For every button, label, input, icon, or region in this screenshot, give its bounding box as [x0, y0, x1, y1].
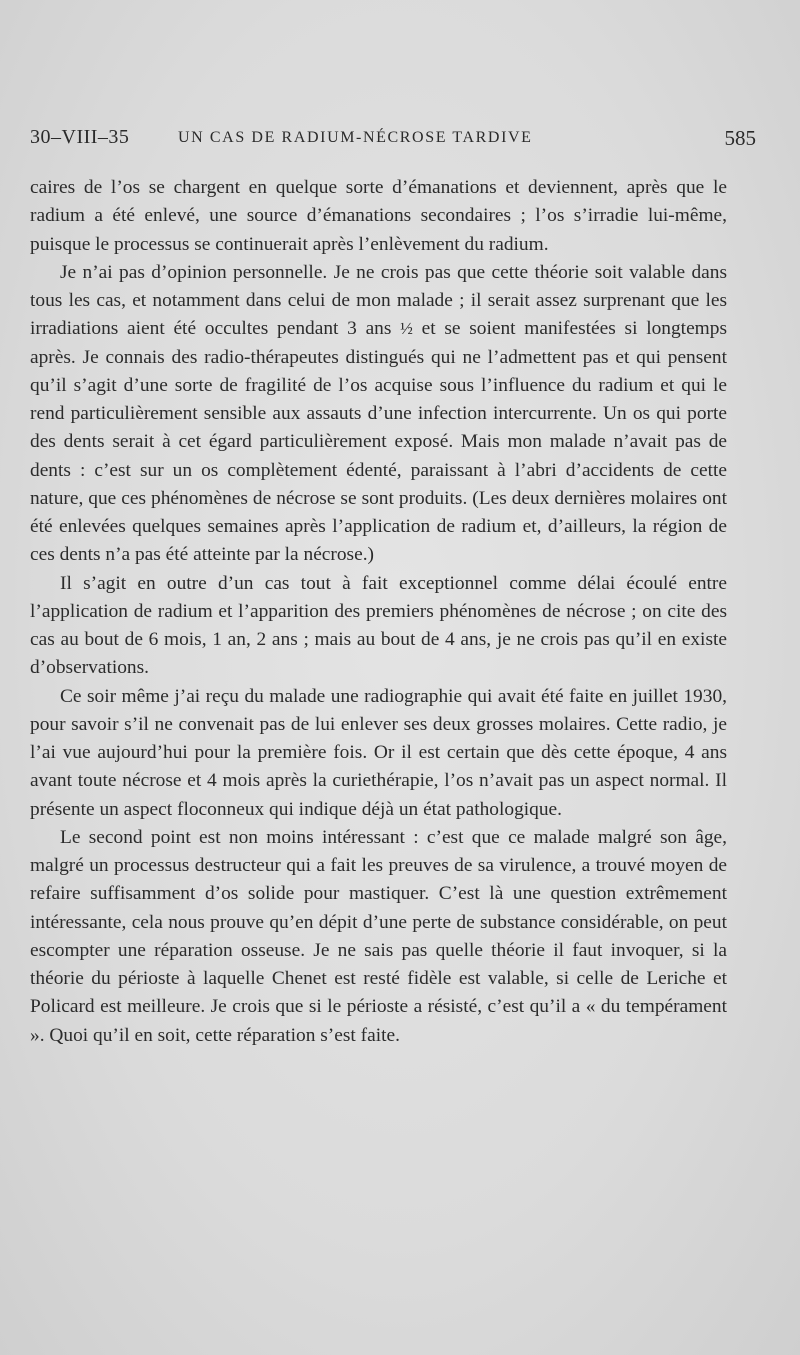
paragraph-2-part-2: et se soient manifestées si longtemps après. Je connais des radio-thérapeutes distingués qui ne l’admettent pas et qui pensent qu’il s’agit d’une sorte de fragilité de l’os acquise sous l’influence du radium et qui le rend particulièrement sensible aux assauts d’une infection intercurrente. Un os qui porte des dents serait à cet égard particulièrement exposé. Mais mon malade n’avait pas de dents : c’est sur un os complètement édenté, paraissant à l’abri d’accidents de cette nature, que ces phénomènes de nécrose se sont produits. (Les deux dernières molaires ont été enlevées quelques semaines après l’application de radium et, d’ailleurs, la région de ces dents n’a pas été atteinte par la nécrose.)	[30, 318, 727, 566]
header-title: UN CAS DE RADIUM-NÉCROSE TARDIVE	[178, 129, 533, 146]
paragraph-4: Ce soir même j’ai reçu du malade une radiographie qui avait été faite en juillet 1930, pour savoir s’il ne convenait pas de lui enlever ses deux grosses molaires. Cette radio, je l’ai vue aujourd’hui pour la première fois. Or il est certain que dès cette époque, 4 ans avant toute nécrose et 4 mois après la curiethérapie, l’os n’avait pas un aspect normal. Il présente un aspect floconneux qui indique déjà un état pathologique.	[30, 685, 727, 820]
paragraph-2	[30, 259, 727, 570]
paragraph-3: Il s’agit en outre d’un cas tout à fait exceptionnel comme délai écoulé entre l’application de radium et l’apparition des premiers phénomènes de nécrose ; on cite des cas au bout de 6 mois, 1 an, 2 ans ; mais au bout de 4 ans, je ne crois pas qu’il en existe d’observations.	[30, 572, 727, 679]
body-text	[30, 174, 727, 1050]
header-date: 30–VIII–35	[30, 126, 130, 148]
paragraph-1: caires de l’os se chargent en quelque sorte d’émanations et deviennent, après que le radium a été enlevé, une source d’émanations secondaires ; l’os s’irradie lui-même, puisque le processus se continuerait après l’enlèvement du radium.	[30, 177, 727, 255]
paragraph-5: Le second point est non moins intéressant : c’est que ce malade malgré son âge, malgré un processus destructeur qui a fait les preuves de sa virulence, a trouvé moyen de refaire suffisamment d’os solide pour mastiquer. C’est là une question extrêmement intéressante, cela nous prouve qu’en dépit d’une perte de substance considérable, on peut escompter une réparation osseuse. Je ne sais pas quelle théorie il faut invoquer, si la théorie du périoste à laquelle Chenet est resté fidèle est valable, si celle de Leriche et Policard est meilleure. Je crois que si le périoste a résisté, c’est qu’il a « du tempérament ». Quoi qu’il en soit, cette réparation s’est faite.	[30, 826, 727, 1046]
fraction-half: ½	[400, 319, 413, 339]
page-number: 585	[724, 126, 756, 150]
paragraph-2-part-1: Je n’ai pas d’opinion personnelle. Je ne crois pas que cette théorie soit valable dans tous les cas, et notamment dans celui de mon malade ; il serait assez surprenant que les irradiations aient été occultes pendant 3 ans	[30, 261, 727, 340]
running-header	[30, 126, 770, 156]
